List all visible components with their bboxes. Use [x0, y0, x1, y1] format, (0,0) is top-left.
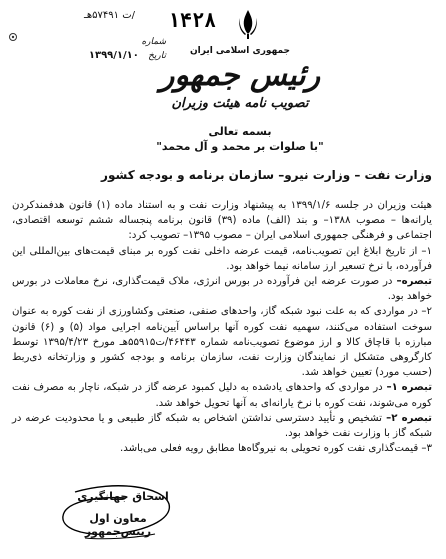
handwritten-number: ۱۴۲۸: [168, 8, 217, 32]
item-3: ۳– قیمت‌گذاری نفت کوره تحویلی به نیروگاه‌ها مطابق رویه فعلی می‌باشد.: [119, 443, 432, 455]
signatory-name: اسحاق جهانگیری: [77, 490, 169, 503]
note-1-label: تبصره ۱–: [382, 382, 433, 394]
note-text: در صورت عرضه این فرآورده در بورس انرژی، ملاک قیمت‌گذاری، نرخ معاملات در بورس خواهد بود.: [12, 276, 432, 303]
number-label: شماره: [141, 37, 166, 47]
note-label: تبصره–: [392, 276, 432, 288]
item-2: ۲– در مواردی که به علت نبود شبکه گاز، واحدهای صنفی، صنعتی وکشاورزی از نفت کوره به عنوان سوخت استفاده می‌کنند، سهمیه نفت کوره آنها براساس آیین‌نامه اجرایی مواد (۵) و (۶) قانون مبارزه با قاچاق کالا و ارز موضوع تصویب‌نامه شماره ۴۶۴۴۳/ت۵۵۹۱۵هـ مورخ ۱۳۹۵/۴/۲۳ توسط کارگروهی متشکل از نمایندگان وزارت نفت، سازمان برنامه و بودجه کشور و وزارتخانه ذی‌ربط (حسب مورد) تعیین خواهد شد.: [12, 306, 432, 379]
paperclip-icon: [8, 32, 18, 42]
note-1-paragraph: [12, 380, 432, 410]
header-country: جمهوری اسلامی ایران: [189, 46, 291, 56]
addressee: وزارت نفت – وزارت نیرو– سازمان برنامه و بودجه کشور: [101, 168, 432, 182]
note-2-paragraph: [12, 411, 432, 441]
item-1: ۱– از تاریخ ابلاغ این تصویب‌نامه، قیمت عرضه داخلی نفت کوره بر مبنای قیمت‌های بین‌المللی این فرآورده، با نرخ تسعیر ارز سامانه نیما خواهد بود.: [12, 245, 432, 272]
note-2-label: تبصره ۲–: [381, 412, 433, 424]
signatory-title: معاون اول رییس‌جمهور: [84, 512, 152, 538]
intro-paragraph: هیئت وزیران در جلسه ۱۳۹۹/۱/۶ به پیشنهاد وزارت نفت و به استناد ماده (۱) قانون هدفمندکردن یارانه‌ها – مصوب ۱۳۸۸– و بند (الف) ماده (۳۹) قانون برنامه پنجساله ششم توسعه اقتصادی، اجتماعی و فرهنگی جمهوری اسلامی ایران – مصوب ۱۳۹۵– تصویب کرد:: [12, 200, 432, 242]
date-value: ۱۳۹۹/۱/۱۰: [88, 50, 139, 61]
salavat: "با صلوات بر محمد و آل محمد": [156, 140, 324, 153]
reference-number: /ت ۵۷۴۹۱هـ: [83, 10, 135, 21]
header-president: رئیس جمهور: [159, 58, 321, 93]
bismillah: بسمه تعالی: [208, 125, 272, 138]
note-1-text: در مواردی که واحدهای یادشده به دلیل کمبود عرضه گاز در شبکه، ناچار به مصرف نفت کوره می‌شوند، نفت کوره با نرخ یارانه‌ای به آنها تحویل خواهد شد.: [12, 382, 432, 409]
header-cabinet-decree: تصویب نامه هیئت وزیران: [171, 96, 309, 111]
note-paragraph: [12, 274, 432, 304]
date-label: تاریخ: [148, 51, 166, 61]
iran-emblem-icon: [236, 8, 260, 40]
decree-body: [12, 198, 432, 456]
note-2-text: تشخیص و تأیید دسترسی نداشتن اشخاص به شبکه گاز طبیعی و یا محدودیت عرضه در شبکه گاز با وزارت نفت خواهد بود.: [12, 412, 432, 440]
